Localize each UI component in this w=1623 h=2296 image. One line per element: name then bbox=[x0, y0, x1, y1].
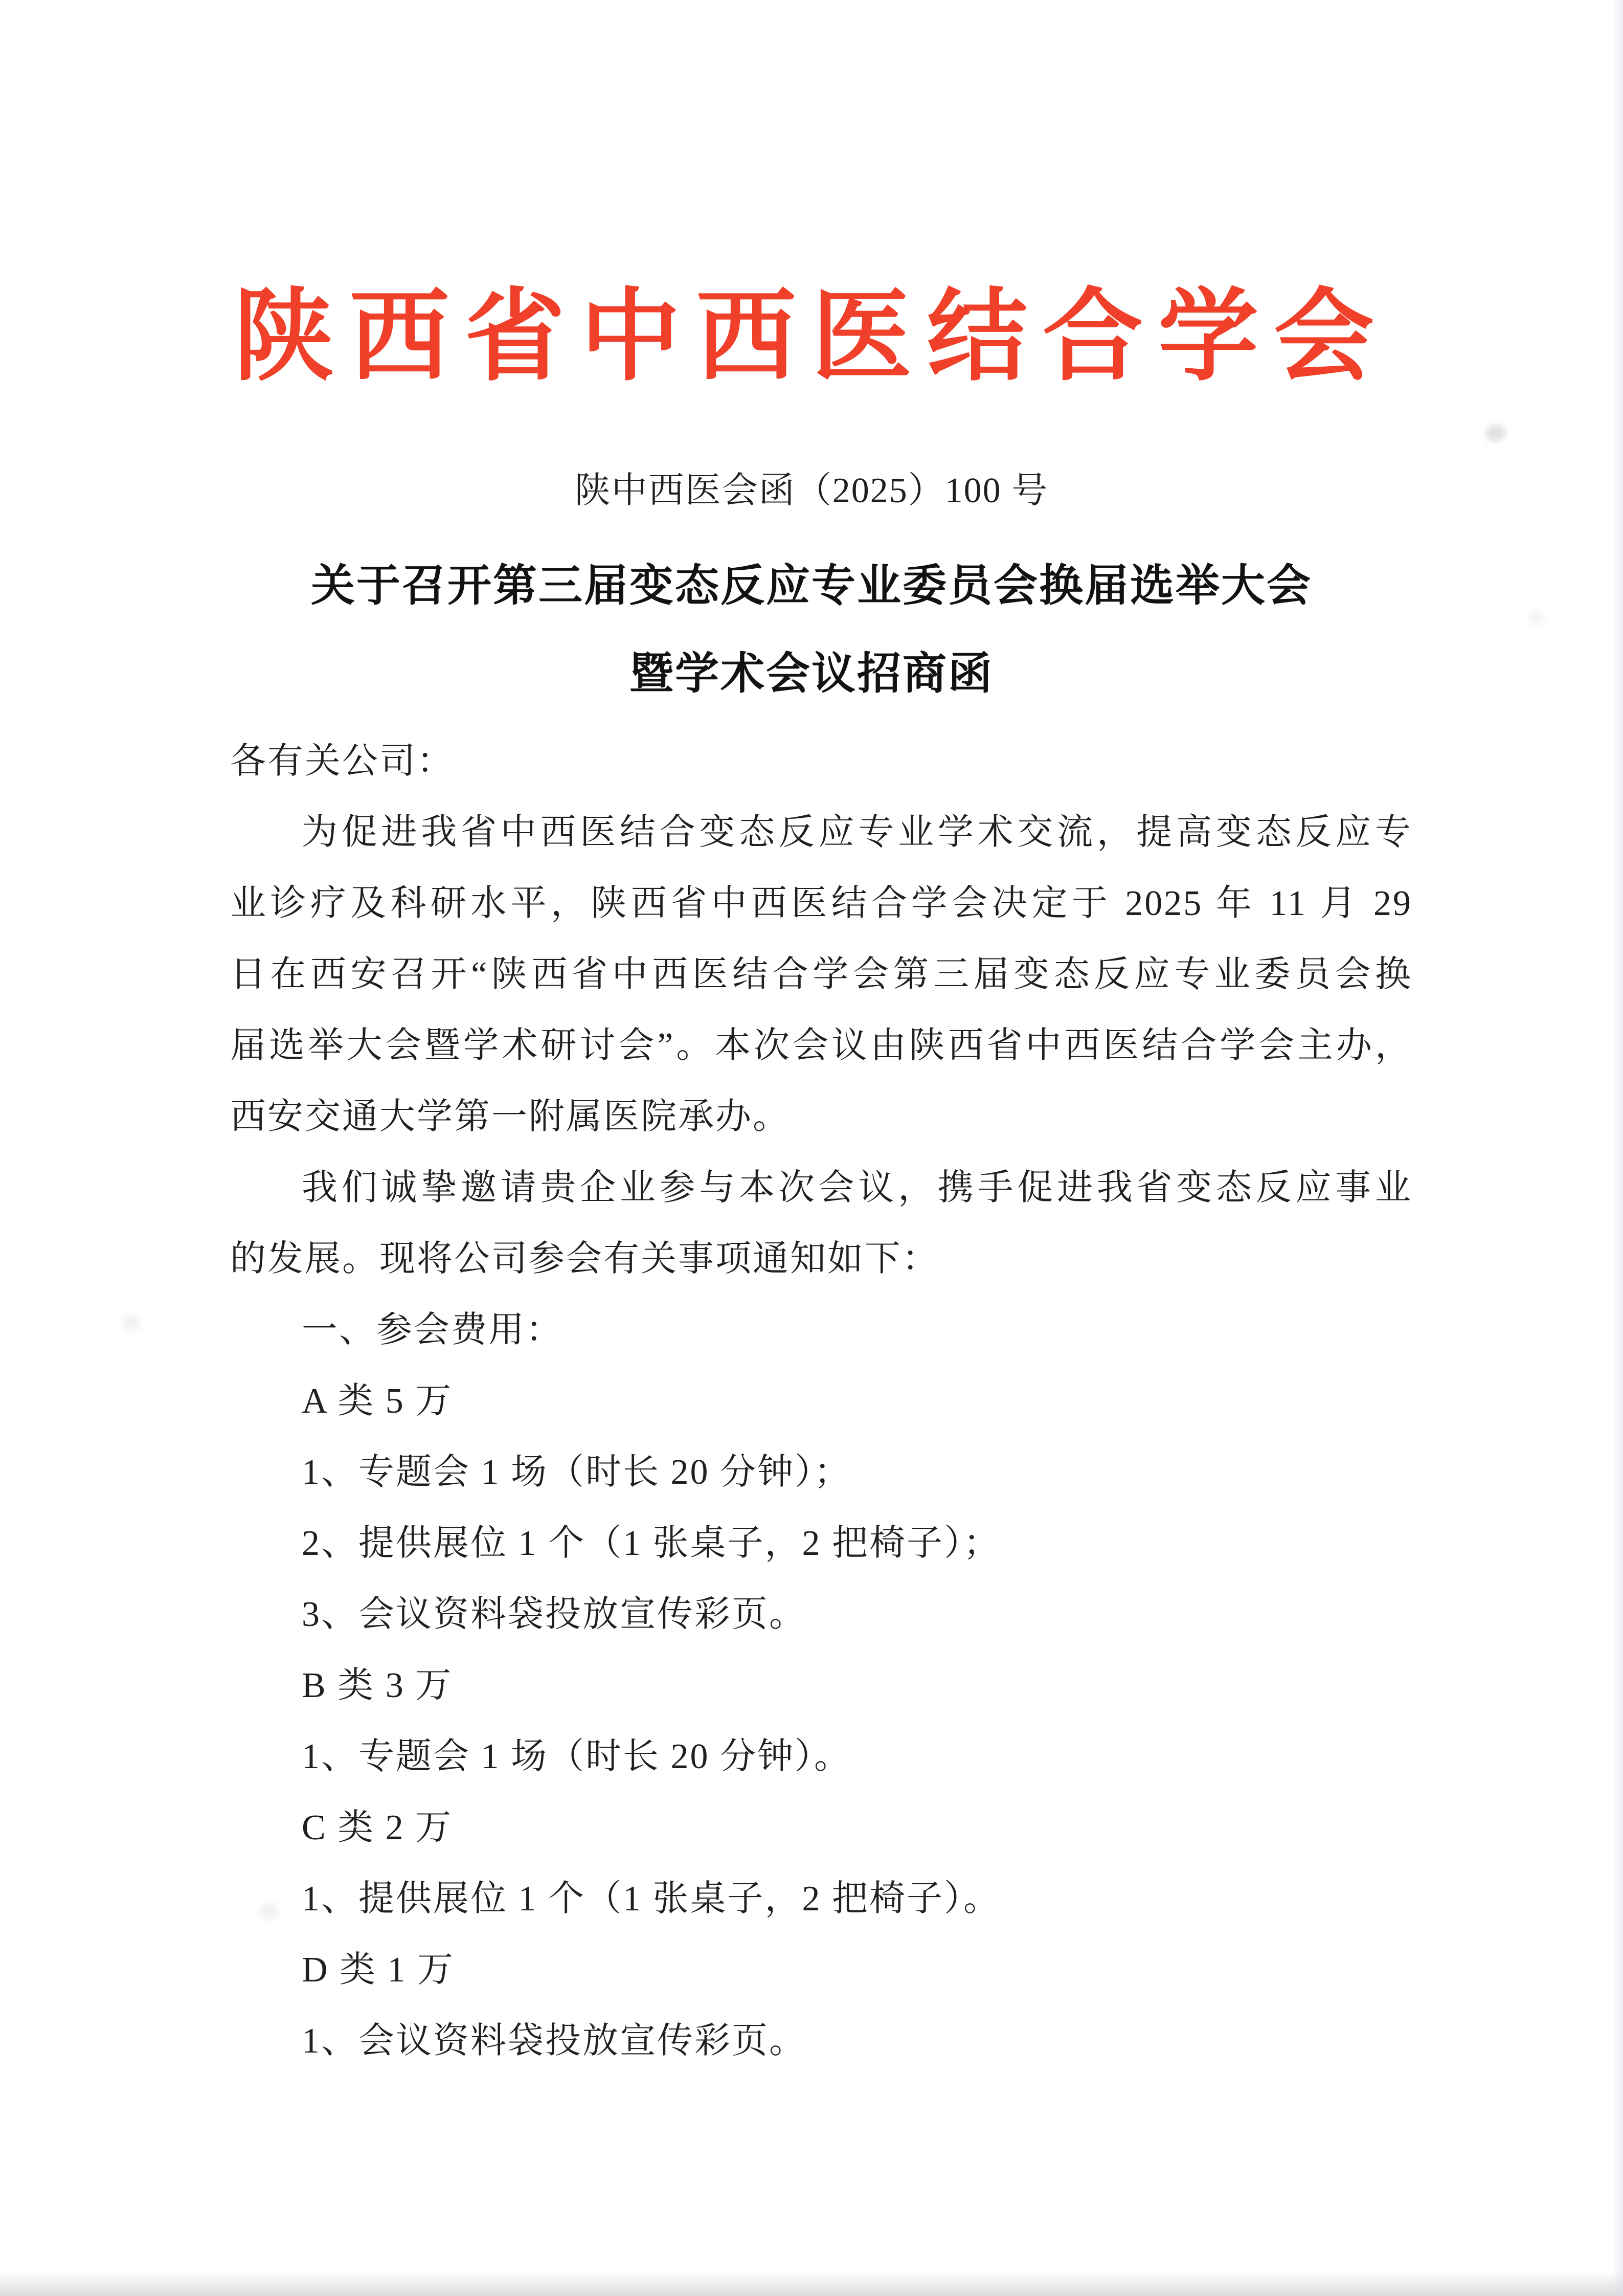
body-line: 西安交通大学第一附属医院承办。 bbox=[230, 1097, 790, 1136]
body-line: C 类 2 万 bbox=[302, 1808, 453, 1847]
body-line: 的发展。现将公司参会有关事项通知如下： bbox=[230, 1239, 939, 1279]
body-line: 日在西安召开“陕西省中西医结合学会第三届变态反应专业委员会换 bbox=[230, 955, 1412, 994]
body-line: B 类 3 万 bbox=[302, 1666, 453, 1705]
body-line: 一、参会费用： bbox=[302, 1310, 563, 1350]
doc-number: 陕中西医会函（2025）100 号 bbox=[574, 471, 1049, 510]
body-line: 为促进我省中西医结合变态反应专业学术交流，提高变态反应专 bbox=[302, 813, 1412, 852]
body-line: 3、会议资料袋投放宣传彩页。 bbox=[302, 1595, 806, 1634]
document-body bbox=[230, 726, 1412, 2077]
letterhead-org-name: 陕西省中西医结合学会 bbox=[233, 282, 1389, 393]
body-line: 业诊疗及科研水平，陕西省中西医结合学会决定于 2025 年 11 月 29 bbox=[230, 884, 1412, 923]
body-line: D 类 1 万 bbox=[302, 1950, 455, 1990]
body-line: 我们诚挚邀请贵企业参与本次会议，携手促进我省变态反应事业 bbox=[302, 1168, 1412, 1208]
body-line: 届选举大会暨学术研讨会”。本次会议由陕西省中西医结合学会主办， bbox=[230, 1026, 1412, 1065]
scan-smudge bbox=[1485, 425, 1506, 442]
body-line: 1、专题会 1 场（时长 20 分钟）； bbox=[302, 1453, 851, 1492]
body-line: 2、提供展位 1 个（1 张桌子，2 把椅子）； bbox=[302, 1524, 1001, 1563]
scan-smudge bbox=[123, 1314, 140, 1330]
body-line: A 类 5 万 bbox=[302, 1381, 453, 1421]
document-title-line2: 暨学术会议招商函 bbox=[629, 649, 994, 698]
document-title-line1: 关于召开第三届变态反应专业委员会换届选举大会 bbox=[311, 561, 1312, 610]
body-line: 1、提供展位 1 个（1 张桌子，2 把椅子）。 bbox=[302, 1879, 1001, 1919]
scan-edge-bottom bbox=[0, 2271, 1623, 2296]
body-line: 1、会议资料袋投放宣传彩页。 bbox=[302, 2021, 806, 2061]
body-line: 1、专题会 1 场（时长 20 分钟）。 bbox=[302, 1737, 851, 1776]
body-line: 各有关公司： bbox=[230, 742, 454, 781]
